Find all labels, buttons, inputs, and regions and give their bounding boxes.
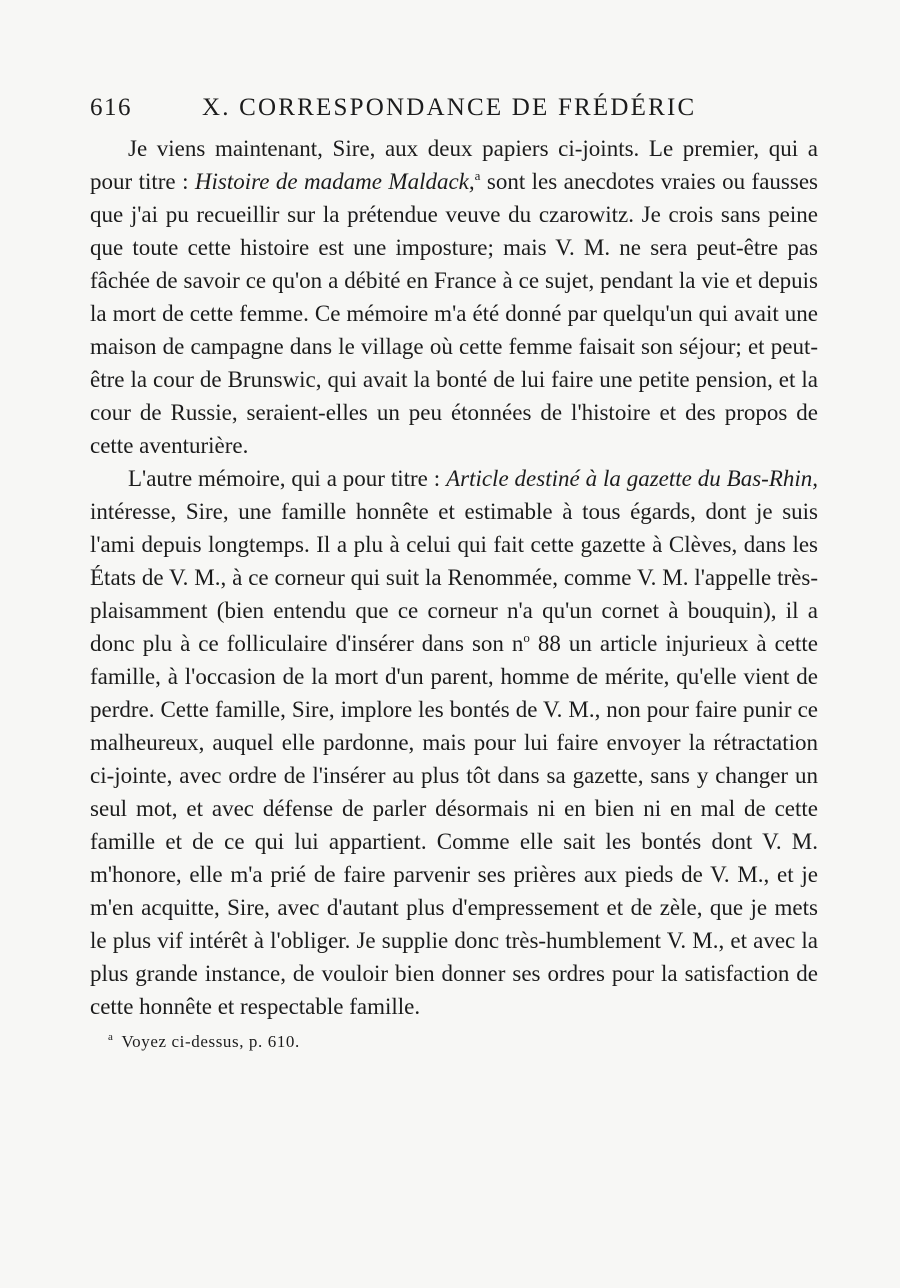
page-number: 616 xyxy=(90,94,132,121)
footnote-label: a xyxy=(108,1031,114,1043)
paragraph-1 xyxy=(90,132,818,462)
numero-superscript: o xyxy=(523,630,530,645)
running-title: X. CORRESPONDANCE DE FRÉDÉRIC xyxy=(202,94,697,121)
paragraph-1-text-a: Je viens maintenant, Sire, aux deux papiers ci-joints. Le premier, qui a pour titre : xyxy=(90,136,818,194)
running-head xyxy=(90,88,818,132)
document-page xyxy=(90,88,818,1052)
footnote-text: Voyez ci-dessus, p. 610. xyxy=(121,1032,300,1051)
footnote-reference: a xyxy=(474,168,481,183)
footnote xyxy=(90,1031,818,1052)
paragraph-2 xyxy=(90,462,818,1023)
paragraph-1-title: Histoire de madame Maldack, xyxy=(194,169,475,194)
paragraph-1-text-b: sont les anecdotes vraies ou fausses que j'ai pu recueillir sur la prétendue veuve du czarowitz. Je crois sans peine que toute cette histoire est une imposture; mais V. M. ne sera peut-être pas fâchée de savoir ce qu'on a débité en France à ce sujet, pendant la vie et depuis la mort de cette femme. Ce mémoire m'a été donné par quelqu'un qui avait une maison de campagne dans le village où cette femme faisait son séjour; et peut-être la cour de Brunswic, qui avait la bonté de lui faire une petite pension, et la cour de Russie, seraient-elles un peu étonnées de l'histoire et des propos de cette aventurière. xyxy=(90,169,818,458)
paragraph-2-text-a: L'autre mémoire, qui a pour titre : xyxy=(128,466,447,491)
paragraph-2-title: Article destiné à la gazette du Bas-Rhin, xyxy=(446,466,819,491)
paragraph-2-text-b: intéresse, Sire, une famille honnête et estimable à tous égards, dont je suis l'ami depuis longtemps. Il a plu à celui qui fait cette gazette à Clèves, dans les États de V. M., à ce corneur qui suit la Renommée, comme V. M. l'appelle très-plaisamment (bien entendu que ce corneur n'a qu'un cornet à bouquin), il a donc plu à ce folliculaire d'insérer dans son n xyxy=(90,499,818,656)
paragraph-2-text-c: 88 un article injurieux à cette famille, à l'occasion de la mort d'un parent, homme de mérite, qu'elle vient de perdre. Cette famille, Sire, implore les bontés de V. M., non pour faire punir ce malheureux, auquel elle pardonne, mais pour lui faire envoyer la rétractation ci-jointe, avec ordre de l'insérer au plus tôt dans sa gazette, sans y changer un seul mot, et avec défense de parler désormais ni en bien ni en mal de cette famille et de ce qui lui appartient. Comme elle sait les bontés dont V. M. m'honore, elle m'a prié de faire parvenir ses prières aux pieds de V. M., et je m'en acquitte, Sire, avec d'autant plus d'empressement et de zèle, que je mets le plus vif intérêt à l'obliger. Je supplie donc très-humblement V. M., et avec la plus grande instance, de vouloir bien donner ses ordres pour la satisfaction de cette honnête et respectable famille. xyxy=(90,631,819,1019)
